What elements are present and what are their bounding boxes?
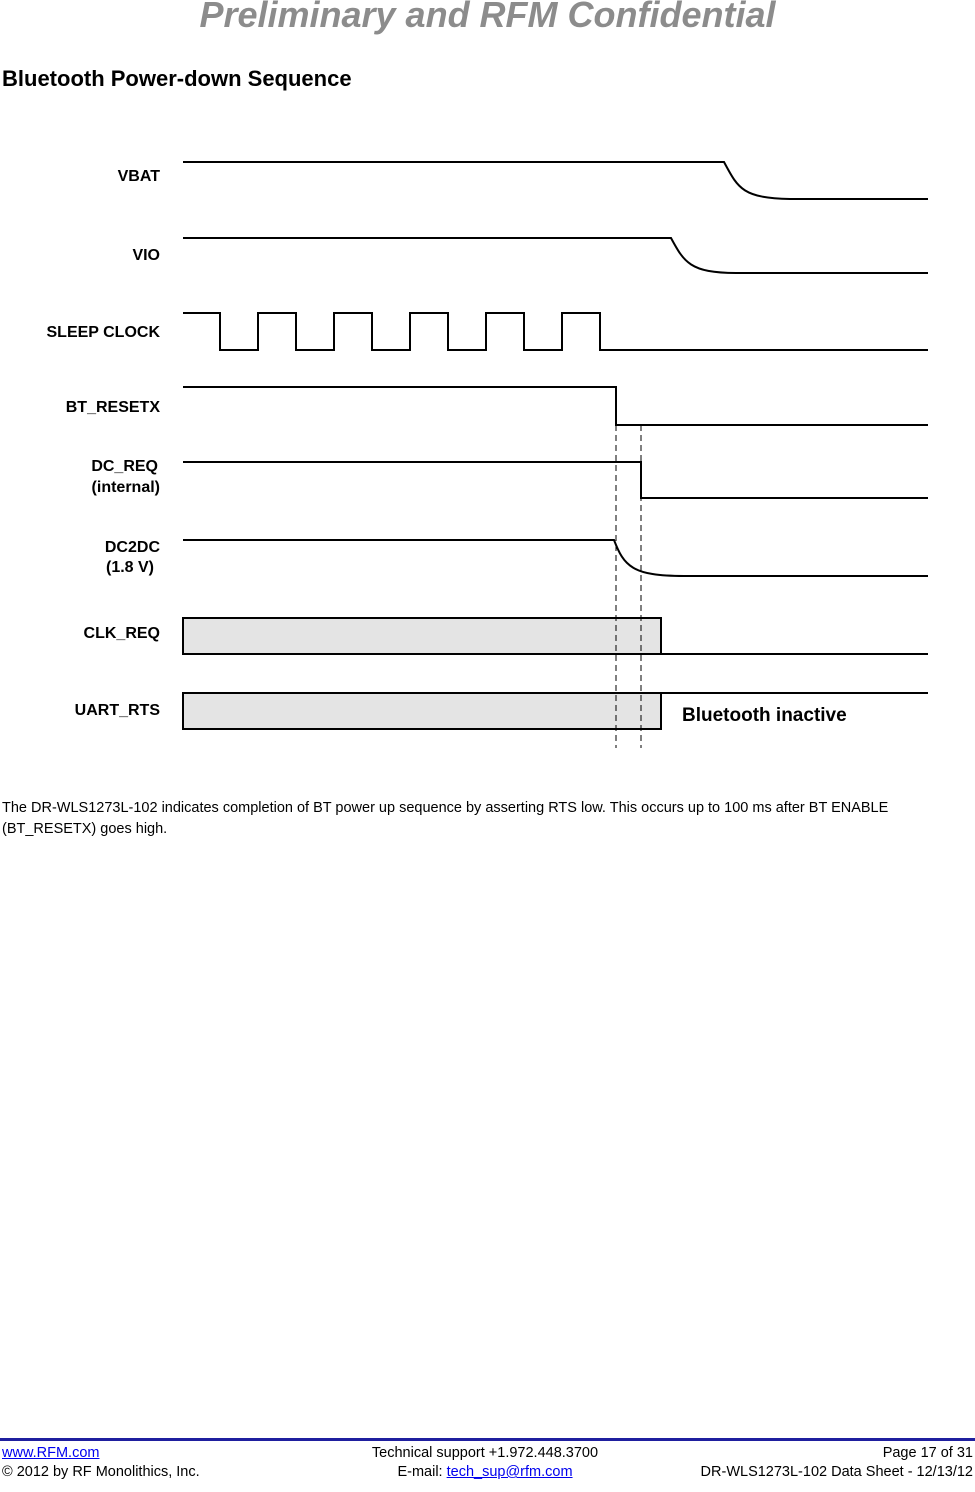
description-paragraph: The DR-WLS1273L-102 indicates completion of BT power up sequence by asserting RTS low. This occurs up to 100 ms after BT ENABLE (BT_RESETX) goes high. — [2, 800, 889, 837]
waveform-dc2dc — [183, 540, 928, 576]
support-phone: Technical support +1.972.448.3700 — [371, 1445, 599, 1461]
copyright-text: © 2012 by RF Monolithics, Inc. — [2, 1464, 200, 1480]
waveform-clk-req — [183, 618, 928, 654]
document-id: DR-WLS1273L-102 Data Sheet - 12/13/12 — [700, 1464, 973, 1480]
signal-label-dc2dc-sub: (1.8 V) — [105, 559, 154, 576]
page-number: Page 17 of 31 — [882, 1445, 973, 1461]
waveform-vbat — [183, 162, 928, 199]
signal-label-uart-rts: UART_RTS — [74, 702, 160, 719]
signal-label-vio: VIO — [132, 247, 160, 264]
confidential-watermark: Preliminary and RFM Confidential — [199, 0, 776, 35]
waveform-vio — [183, 238, 928, 273]
waveform-dc-req — [183, 462, 928, 498]
signal-label-sleep-clock: SLEEP CLOCK — [46, 324, 160, 341]
signal-label-vbat: VBAT — [117, 168, 160, 185]
bluetooth-inactive-label: Bluetooth inactive — [682, 705, 847, 726]
website-link[interactable]: www.RFM.com — [2, 1445, 100, 1461]
section-title: Bluetooth Power-down Sequence — [2, 66, 352, 91]
signal-label-dc-req: DC_REQ — [91, 458, 158, 475]
signal-label-dc-req-sub: (internal) — [91, 479, 160, 496]
waveform-bt-resetx — [183, 387, 928, 425]
signal-label-dc2dc: DC2DC — [104, 539, 160, 556]
email-prefix: E-mail: — [397, 1464, 447, 1480]
signal-label-clk-req: CLK_REQ — [83, 625, 160, 642]
waveform-sleep-clock — [183, 313, 928, 350]
timing-diagram — [0, 120, 975, 760]
signal-label-bt-resetx: BT_RESETX — [65, 399, 160, 416]
footer-divider — [0, 1438, 975, 1441]
email-link[interactable]: tech_sup@rfm.com — [446, 1464, 573, 1480]
